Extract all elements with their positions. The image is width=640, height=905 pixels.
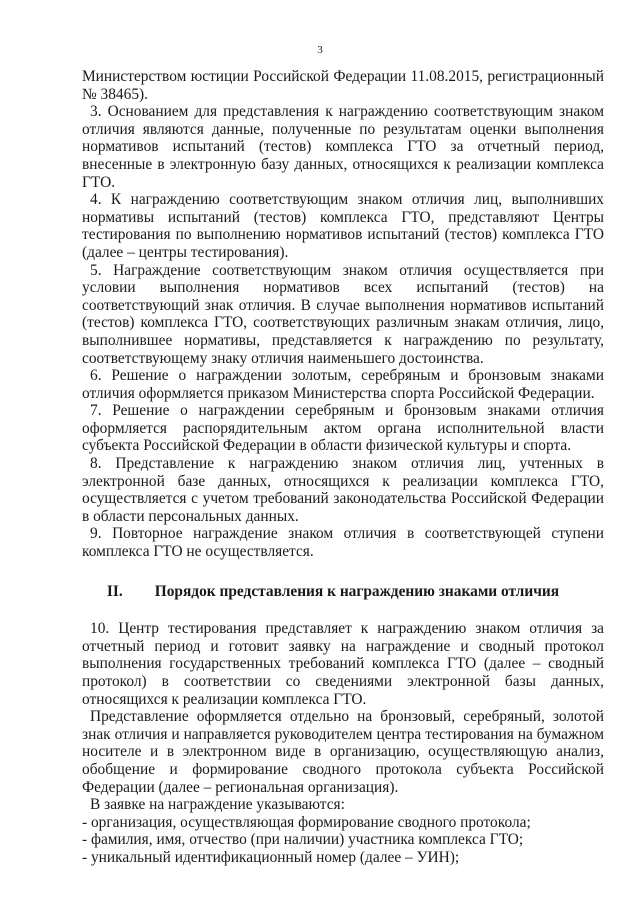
section-heading <box>82 583 604 601</box>
list-item: - фамилия, имя, отчество (при наличии) участника комплекса ГТО; <box>82 831 524 849</box>
page-number: 3 <box>317 44 323 56</box>
paragraph-4: 4. К награждению соответствующим знаком отличия лиц, выполнивших нормативы испытаний (тестов) комплекса ГТО, представляют Центры тестирования по выполнению нормативов испытаний (тестов) комплекса ГТО (далее – центры тестирования). <box>82 191 604 261</box>
paragraph-9: 9. Повторное награждение знаком отличия в соответствующей ступени комплекса ГТО не осуществляется. <box>82 525 604 561</box>
list-item: - уникальный идентификационный номер (далее – УИН); <box>82 848 460 866</box>
paragraph-5: 5. Награждение соответствующим знаком отличия осуществляется при условии выполнения нормативов всех испытаний (тестов) на соответствующий знак отличия. В случае выполнения нормативов испытаний (тестов) комплекса ГТО, соответствующих различным знакам отличия, лицо, выполнившее нормативы, представляется к награждению по результату, соответствующему знаку отличия наименьшего достоинства. <box>82 261 604 367</box>
paragraph-submission: Представление оформляется отдельно на бронзовый, серебряный, золотой знак отличия и направляется руководителем центра тестирования на бумажном носителе и в электронном виде в организацию, осуществляющую анализ, обобщение и формирование сводного протокола субъекта Российской Федерации (далее – региональная организация). <box>82 708 604 796</box>
document-body <box>82 68 604 867</box>
paragraph-6: 6. Решение о награждении золотым, серебряным и бронзовым знаками отличия оформляется приказом Министерства спорта Российской Федерации. <box>82 367 604 402</box>
section-number: II. <box>106 582 123 600</box>
paragraph-application-intro: В заявке на награждение указываются: <box>90 796 345 814</box>
paragraph-continuation: Министерством юстиции Российской Федерации 11.08.2015, регистрационный № 38465). <box>82 68 604 103</box>
paragraph-10: 10. Центр тестирования представляет к награждению знаком отличия за отчетный период и готовит заявку на награждение и сводный протокол выполнения государственных требований комплекса ГТО (далее – сводный протокол) в соответствии со сведениями электронной базы данных, относящихся к реализации комплекса ГТО. <box>82 620 604 708</box>
paragraph-3: 3. Основанием для представления к награждению соответствующим знаком отличия являются данные, полученные по результатам оценки выполнения нормативов испытаний (тестов) комплекса ГТО за отчетный период, внесенные в электронную базу данных, относящихся к реализации комплекса ГТО. <box>82 103 604 191</box>
list-item: - организация, осуществляющая формирование сводного протокола; <box>82 813 531 831</box>
section-title: Порядок представления к награждению знаками отличия <box>154 582 560 600</box>
paragraph-8: 8. Представление к награждению знаком отличия лиц, учтенных в электронной базе данных, относящихся к реализации комплекса ГТО, осуществляется с учетом требований законодательства Российской Федерации в области персональных данных. <box>82 455 604 525</box>
paragraph-7: 7. Решение о награждении серебряным и бронзовым знаками отличия оформляется распорядительным актом органа исполнительной власти субъекта Российской Федерации в области физической культуры и спорта. <box>82 402 604 455</box>
